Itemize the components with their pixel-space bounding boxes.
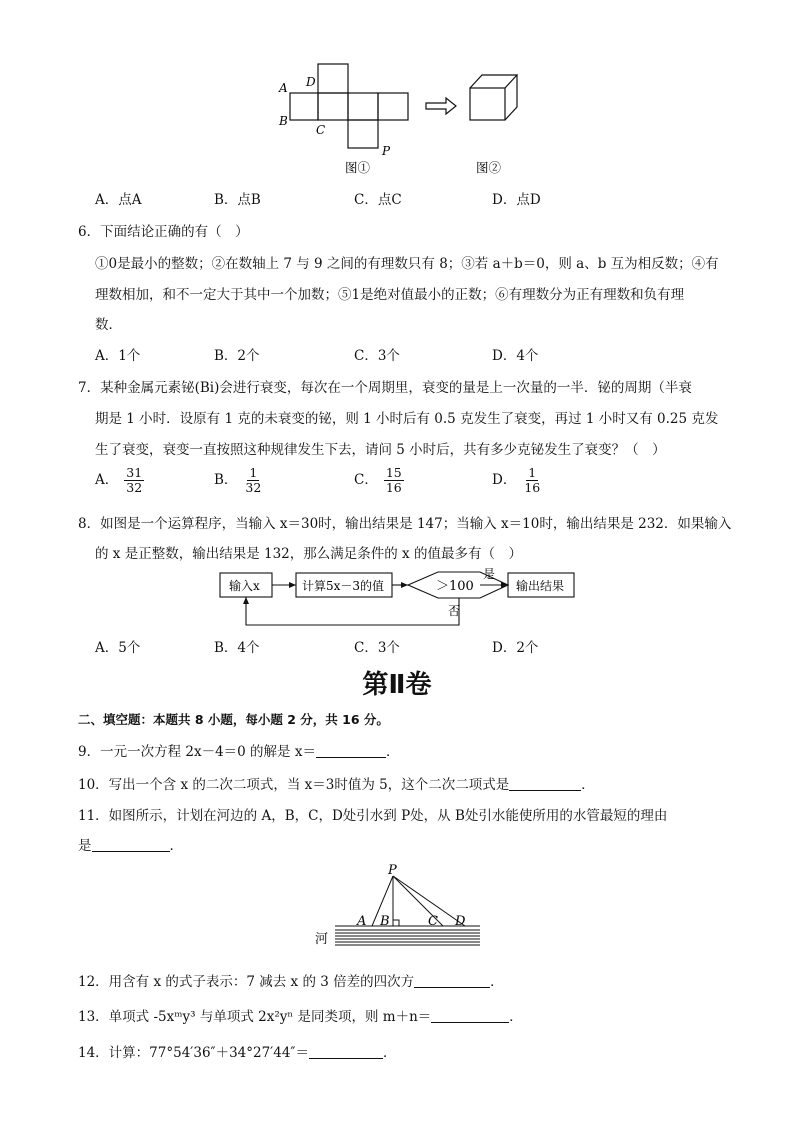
river-point-a: A [357,914,367,929]
net-label-c: C [316,123,326,137]
q11-line-1: 11．如图所示，计划在河边的 A，B，C，D处引水到 P处，从 B处引水能使所用的水管最短的理由 [78,808,668,824]
flow-output-box: 输出结果 [516,579,565,593]
q9-text: 9．一元一次方程 2x－4＝0 的解是 x＝ [78,744,316,760]
q5-option-a: A．点A [95,192,142,208]
section-heading: 二、填空题：本题共 8 小题，每小题 2 分，共 16 分。 [78,712,389,727]
q12-end: ． [490,974,504,990]
q8-option-a: A．5个 [95,640,141,656]
q7-option-d [492,466,542,495]
q13 [78,1005,523,1025]
q7-option-c-denominator: 16 [385,480,402,495]
q6-line-2: 理数相加，和不一定大于其中一个加数；⑤1是绝对值最小的正数；⑥有理数分为正有理数和负有理 [95,287,685,303]
cube-net-figure [270,55,570,180]
river-point-b: B [380,914,390,929]
q13-answer-blank[interactable] [431,1008,509,1023]
q8-option-d: D．2个 [492,640,539,656]
q5-option-c: C．点C [354,192,402,208]
q7-line-3: 生了衰变，衰变一直按照这种规律发生下去，请问 5 小时后，共有多少克铋发生了衰变？（ ） [95,442,666,458]
figure-caption-2: 图② [476,160,502,175]
flow-no-label: 否 [448,604,461,618]
q10-answer-blank[interactable] [509,776,581,791]
q9-end: ． [385,744,400,760]
net-label-p: P [382,144,391,158]
q8-line-2: 的 x 是正整数，输出结果是 132，那么满足条件的 x 的值最多有（ ） [95,546,522,562]
q13-end: ． [509,1009,523,1025]
q8-flowchart [210,565,580,635]
q14-text: 14．计算：77°54′36″＋34°27′44″＝ [78,1045,309,1061]
net-label-a: A [279,81,288,95]
q7-option-b-numerator: 1 [249,465,258,480]
river-point-p: P [388,863,397,878]
river-point-d: D [455,914,466,929]
part-two-title: 第Ⅱ卷 [362,670,432,700]
q12-answer-blank[interactable] [414,973,490,988]
figure-caption-1: 图① [345,160,371,175]
q7-option-c [354,466,404,495]
q14-end: ． [382,1045,397,1061]
q8-line-1: 8．如图是一个运算程序，当输入 x＝30时，输出结果是 147；当输入 x＝10时，输出结果是 232．如果输入 [78,516,732,532]
flow-input-box: 输入x [229,579,260,593]
flow-yes-label: 是 [483,567,496,581]
q6-option-c: C．3个 [354,348,400,364]
net-label-b: B [279,114,288,128]
q12 [78,970,504,990]
q10-end: ． [581,777,595,793]
q7-option-a-numerator: 31 [126,465,143,480]
q7-option-b-denominator: 32 [245,480,262,495]
q7-option-b-label: B． [214,472,238,488]
river-point-c: C [428,914,438,929]
q6-option-a: A．1个 [95,348,141,364]
q7-option-a-denominator: 32 [126,480,143,495]
q7-option-d-label: D． [492,472,517,488]
q9 [78,740,399,760]
q11-answer-blank[interactable] [92,837,170,852]
q7-option-d-denominator: 16 [524,480,541,495]
q8-option-c: C．3个 [354,640,400,656]
q14-answer-blank[interactable] [309,1044,383,1059]
q6-line-3: 数． [95,317,122,333]
flow-compute-box: 计算5x－3的值 [302,579,385,593]
q11-text: 是 [78,838,92,854]
q5-option-b: B．点B [214,192,261,208]
q5-option-d: D．点D [492,192,541,208]
q6-line-1: ①0是最小的整数；②在数轴上 7 与 9 之间的有理数只有 8；③若 a＋b＝0，则 a、b 互为相反数；④有 [95,256,719,272]
q7-option-b [214,466,263,495]
river-label: 河 [315,932,329,947]
q7-option-a-label: A． [95,472,119,488]
q14 [78,1041,396,1061]
q13-text: 13．单项式 -5xᵐy³ 与单项式 2x²yⁿ 是同类项，则 m＋n＝ [78,1009,432,1025]
q10 [78,773,595,793]
q6-stem: 6．下面结论正确的有（ ） [78,224,249,240]
q11-line-2 [78,834,183,854]
q7-option-a [95,466,144,495]
net-label-d: D [306,75,316,89]
q12-text: 12．用含有 x 的式子表示：7 减去 x 的 3 倍差的四次方 [78,974,415,990]
q11-end: ． [169,838,183,854]
river-figure [310,862,490,952]
q6-option-d: D．4个 [492,348,539,364]
q9-answer-blank[interactable] [316,743,386,758]
q10-text: 10．写出一个含 x 的二次二项式，当 x＝3时值为 5，这个二次二项式是 [78,777,510,793]
q7-option-c-numerator: 15 [385,465,402,480]
q8-option-b: B．4个 [214,640,260,656]
flow-condition: ＞100 [436,579,474,594]
q7-option-d-numerator: 1 [528,465,537,480]
q7-option-c-label: C． [354,472,378,488]
q6-option-b: B．2个 [214,348,260,364]
q7-line-1: 7．某种金属元素铋(Bi)会进行衰变，每次在一个周期里，衰变的量是上一次量的一半．铋的周期（半衰 [78,380,692,396]
q7-line-2: 期是 1 小时．设原有 1 克的未衰变的铋，则 1 小时后有 0.5 克发生了衰变，再过 1 小时又有 0.25 克发 [95,411,719,427]
